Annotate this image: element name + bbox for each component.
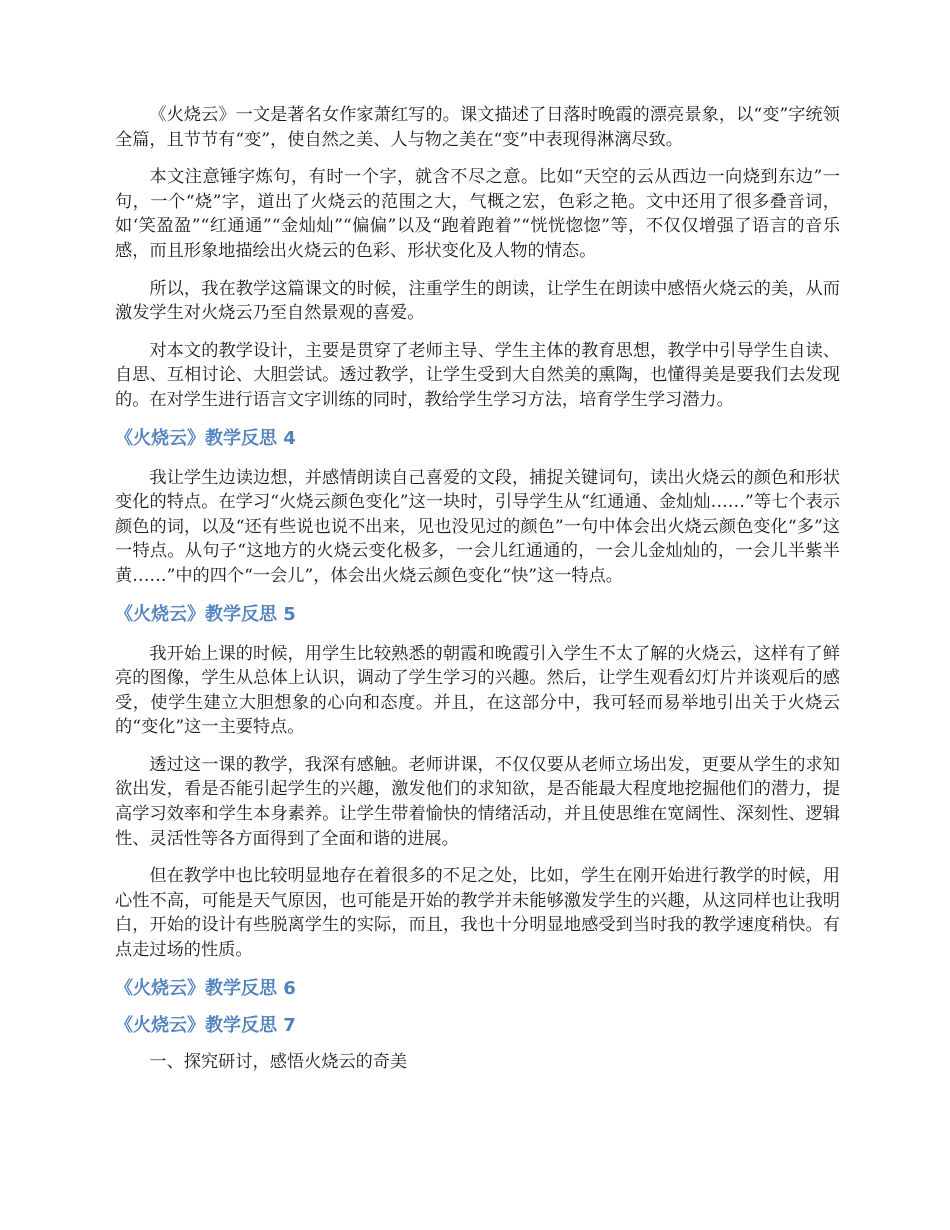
- section-5-paragraph-2: 透过这一课的教学，我深有感触。老师讲课，不仅仅要从老师立场出发，更要从学生的求知欲出发，看是否能引起学生的兴趣，激发他们的求知欲，是否能最大程度地挖掘他们的潜力，提高学习效率和学生本身素养。让学生带着愉快的情绪活动，并且使思维在宽阔性、深刻性、逻辑性、灵活性等各方面得到了全面和谐的进展。: [115, 754, 840, 849]
- section-7-heading: 《火烧云》教学反思 7: [115, 1014, 296, 1036]
- intro-paragraph-4: 对本文的教学设计，主要是贯穿了老师主导、学生主体的教育思想，教学中引导学生自读、自思、互相讨论、大胆尝试。透过教学，让学生受到大自然美的熏陶，也懂得美是要我们去发现的。在对学生进行语言文字训练的同时，教给学生学习方法，培育学生学习潜力。: [115, 340, 840, 410]
- intro-paragraph-3: 所以，我在教学这篇课文的时候，注重学生的朗读，让学生在朗读中感悟火烧云的美，从而激发学生对火烧云乃至自然景观的喜爱。: [115, 278, 840, 324]
- intro-paragraph-1: 《火烧云》一文是著名女作家萧红写的。课文描述了日落时晚霞的漂亮景象，以“变”字统领全篇，且节节有“变”，使自然之美、人与物之美在“变”中表现得淋漓尽致。: [115, 105, 840, 150]
- section-5-paragraph-1: 我开始上课的时候，用学生比较熟悉的朝霞和晚霞引入学生不太了解的火烧云，这样有了鲜亮的图像，学生从总体上认识，调动了学生学习的兴趣。然后，让学生观看幻灯片并谈观后的感受，使学生建立大胆想象的心向和态度。并且，在这部分中，我可轻而易举地引出关于火烧云的“变化”这一主要特点。: [115, 643, 840, 738]
- section-7-paragraph-1: 一、探究研讨，感悟火烧云的奇美: [149, 1051, 408, 1072]
- intro-paragraph-2: 本文注意锤字炼句，有时一个字，就含不尽之意。比如“天空的云从西边一向烧到东边”一句，一个“烧”字，道出了火烧云的范围之大，气概之宏，色彩之艳。文中还用了很多叠音词，如‘笑盈盈”“红通通”“金灿灿”“偏偏”以及“跑着跑着”“恍恍惚惚”等，不仅仅增强了语言的音乐感，而且形象地描绘出火烧云的色彩、形状变化及人物的情态。: [115, 167, 840, 261]
- section-4-paragraph-1: 我让学生边读边想，并感情朗读自己喜爱的文段，捕捉关键词句，读出火烧云的颜色和形状变化的特点。在学习“火烧云颜色变化”这一块时，引导学生从“红通通、金灿灿……”等七个表示颜色的词，以及“还有些说也说不出来，见也没见过的颜色”一句中体会出火烧云颜色变化“多”这一特点。从句子“这地方的火烧云变化极多，一会儿红通通的，一会儿金灿灿的，一会儿半紫半黄……”中的四个“一会儿”，体会出火烧云颜色变化“快”这一特点。: [115, 467, 840, 586]
- section-5-paragraph-3: 但在教学中也比较明显地存在着很多的不足之处，比如，学生在刚开始进行教学的时候，用心性不高，可能是天气原因，也可能是开始的教学并未能够激发学生的兴趣，从这同样也让我明白，开始的设计有些脱离学生的实际，而且，我也十分明显地感受到当时我的教学速度稍快。有点走过场的性质。: [115, 866, 840, 961]
- section-4-heading: 《火烧云》教学反思 4: [115, 427, 296, 449]
- document-page: [115, 103, 840, 1087]
- section-5-heading: 《火烧云》教学反思 5: [115, 603, 296, 625]
- section-6-heading: 《火烧云》教学反思 6: [115, 977, 296, 999]
